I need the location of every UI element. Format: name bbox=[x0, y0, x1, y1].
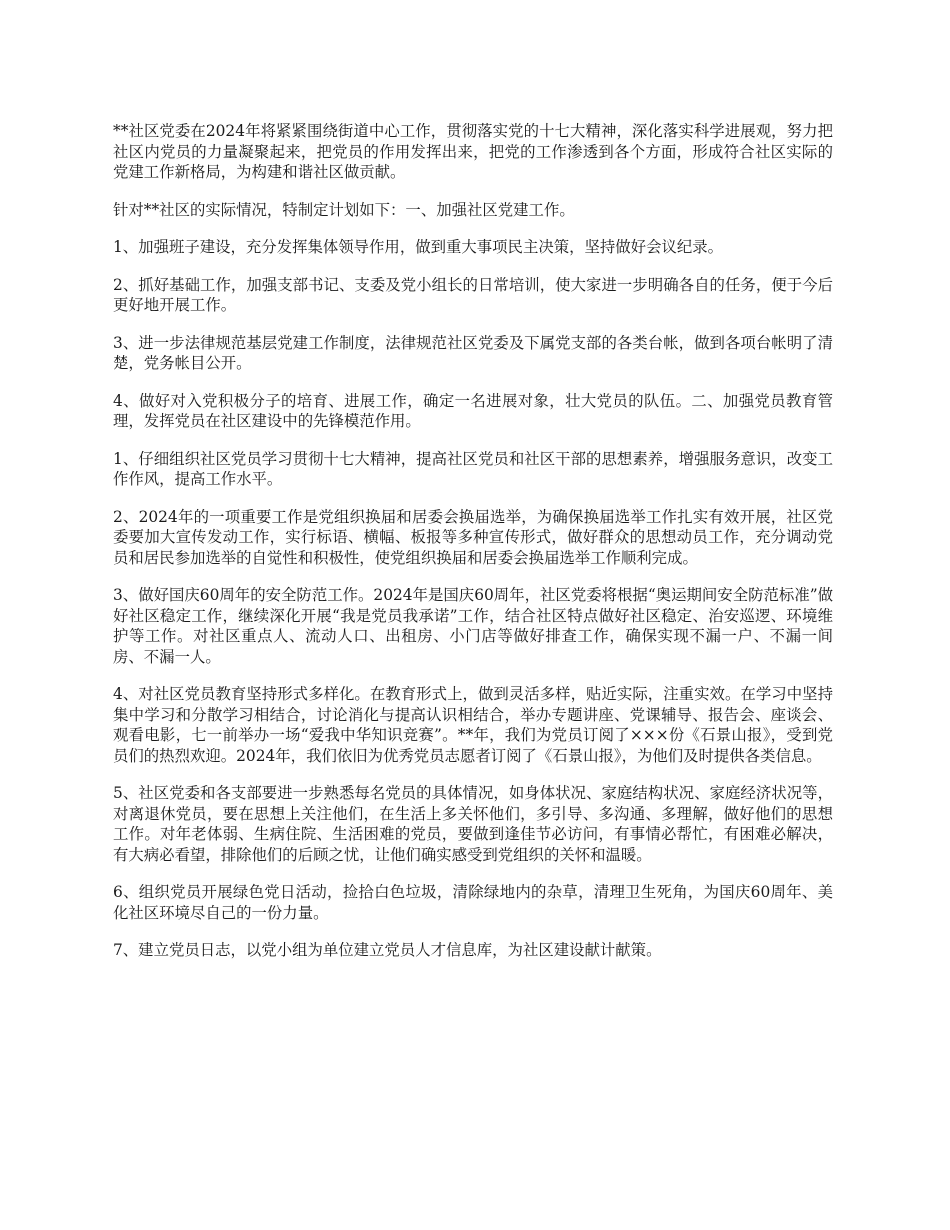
document-body bbox=[113, 121, 833, 978]
paragraph-plan-heading: 针对**社区的实际情况，特制定计划如下：一、加强社区党建工作。 bbox=[113, 200, 575, 219]
paragraph-item: 1、加强班子建设，充分发挥集体领导作用，做到重大事项民主决策，坚持做好会议纪录。 bbox=[113, 238, 724, 256]
paragraph-item: 6、组织党员开展绿色党日活动，捡拾白色垃圾，清除绿地内的杂草，清理卫生死角，为国庆60周年、美化社区环境尽自己的一份力量。 bbox=[113, 883, 833, 922]
paragraph-item: 4、对社区党员教育坚持形式多样化。在教育形式上，做到灵活多样，贴近实际，注重实效。在学习中坚持集中学习和分散学习相结合，讨论消化与提高认识相结合，举办专题讲座、党课辅导、报告会、座谈会、观看电影，七一前举办一场“爱我中华知识竞赛”。**年，我们为党员订阅了×××份《石景山报》，受到党员们的热烈欢迎。2024年，我们依旧为优秀党员志愿者订阅了《石景山报》，为他们及时提供各类信息。 bbox=[113, 685, 833, 765]
paragraph-item: 5、社区党委和各支部要进一步熟悉每名党员的具体情况，如身体状况、家庭结构状况、家庭经济状况等，对离退休党员，要在思想上关注他们，在生活上多关怀他们，多引导、多沟通、多理解，做好他们的思想工作。对年老体弱、生病住院、生活困难的党员，要做到逢佳节必访问，有事情必帮忙，有困难必解决，有大病必看望，排除他们的后顾之忧，让他们确实感受到党组织的关怀和温暖。 bbox=[113, 784, 833, 864]
paragraph-intro: **社区党委在2024年将紧紧围绕街道中心工作，贯彻落实党的十七大精神，深化落实科学进展观，努力把社区内党员的力量凝聚起来，把党员的作用发挥出来，把党的工作渗透到各个方面，形成符合社区实际的党建工作新格局，为构建和谐社区做贡献。 bbox=[113, 122, 833, 181]
paragraph-item: 4、做好对入党积极分子的培育、进展工作，确定一名进展对象，壮大党员的队伍。二、加强党员教育管理，发挥党员在社区建设中的先锋模范作用。 bbox=[113, 391, 833, 430]
paragraph-item: 3、做好国庆60周年的安全防范工作。2024年是国庆60周年，社区党委将根据“奥运期间安全防范标准”做好社区稳定工作，继续深化开展“我是党员我承诺”工作，结合社区特点做好社区稳定、治安巡逻、环境维护等工作。对社区重点人、流动人口、出租房、小门店等做好排查工作，确保实现不漏一户、不漏一间房、不漏一人。 bbox=[113, 586, 833, 666]
paragraph-item: 2、2024年的一项重要工作是党组织换届和居委会换届选举，为确保换届选举工作扎实有效开展，社区党委要加大宣传发动工作，实行标语、横幅、板报等多种宣传形式，做好群众的思想动员工作，充分调动党员和居民参加选举的自觉性和积极性，使党组织换届和居委会换届选举工作顺利完成。 bbox=[113, 507, 833, 567]
paragraph-item: 3、进一步法律规范基层党建工作制度，法律规范社区党委及下属党支部的各类台帐，做到各项台帐明了清楚，党务帐目公开。 bbox=[113, 333, 833, 372]
paragraph-item: 2、抓好基础工作，加强支部书记、支委及党小组长的日常培训，使大家进一步明确各自的任务，便于今后更好地开展工作。 bbox=[113, 275, 833, 314]
paragraph-item: 1、仔细组织社区党员学习贯彻十七大精神，提高社区党员和社区干部的思想素养，增强服务意识，改变工作作风，提高工作水平。 bbox=[113, 449, 833, 488]
paragraph-item: 7、建立党员日志，以党小组为单位建立党员人才信息库，为社区建设献计献策。 bbox=[113, 941, 662, 959]
